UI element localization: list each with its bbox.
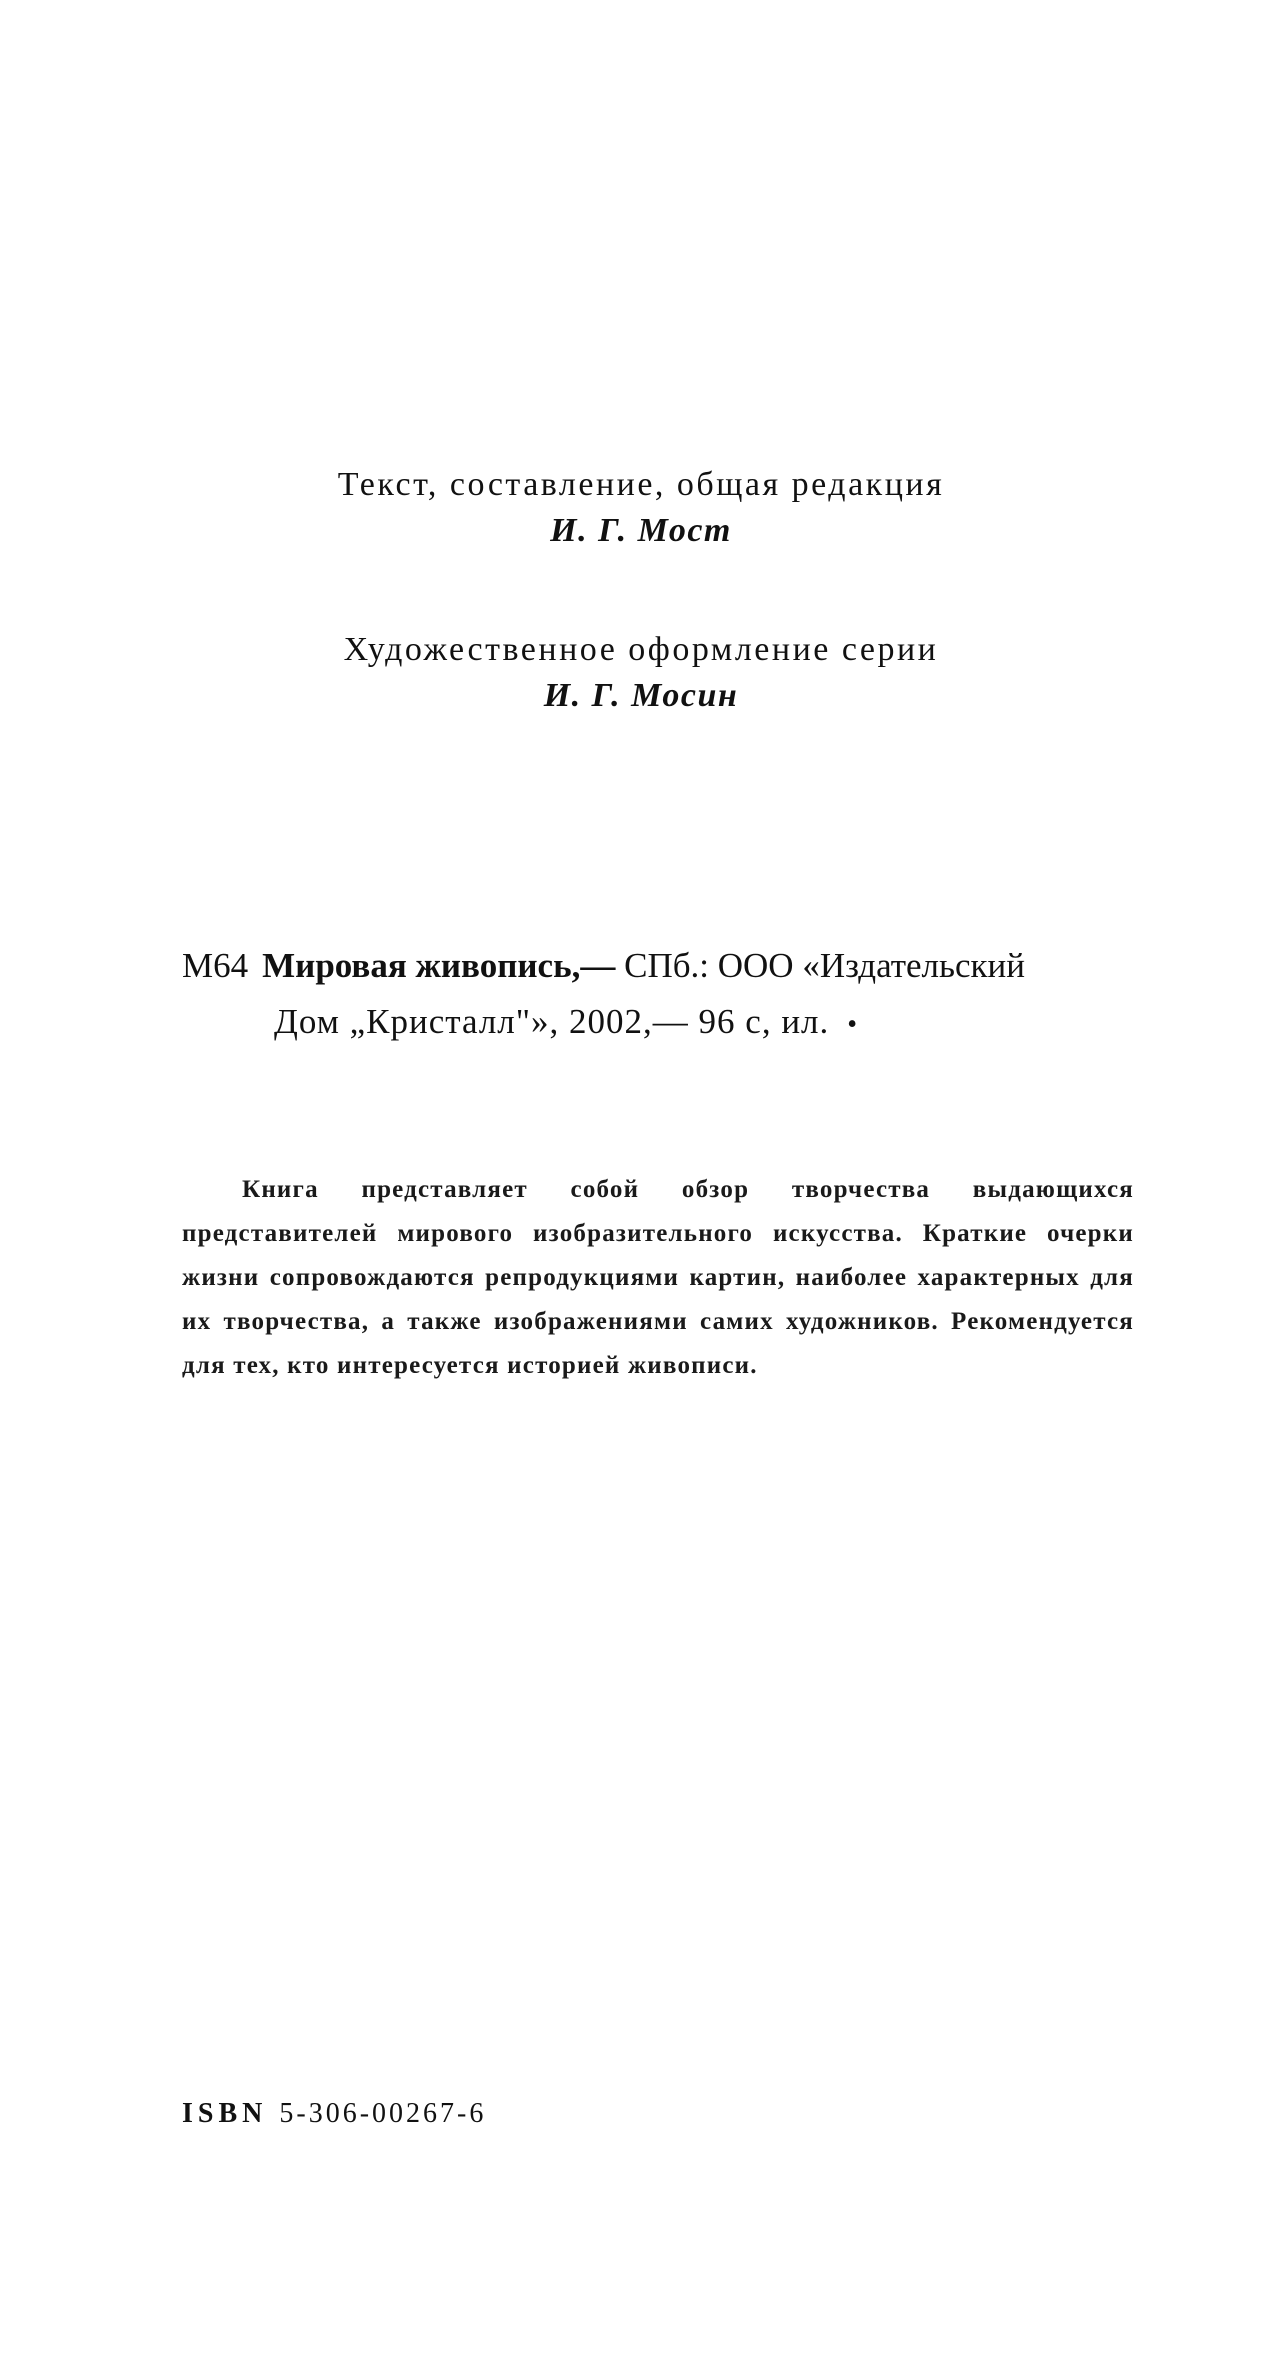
catalog-line-1 [182,938,1142,994]
credit-design-label: Художественное оформление серии [343,631,939,668]
catalog-imprint: Дом „Кристалл"», 2002,— 96 с, ил. [274,1002,830,1041]
credit-text-block [0,462,1282,554]
credit-text-label: Текст, составление, общая редакция [337,466,945,503]
bullet-icon: • [847,1009,859,1040]
catalog-entry [182,938,1142,1053]
isbn-line [182,2098,486,2130]
catalog-code: М64 [182,946,249,985]
catalog-line-2 [182,994,1142,1053]
credit-design-block [0,627,1282,719]
isbn-label: ISBN [182,2098,268,2129]
credit-text-author: И. Г. Мост [550,512,732,549]
catalog-publisher: СПб.: ООО «Издательский [624,946,1025,985]
isbn-number: 5-306-00267-6 [279,2098,487,2129]
catalog-title: Мировая живопись,— [262,946,616,985]
book-annotation: Книга представляет собой обзор творчества выдающихся представителей мирового изобразительного искусства. Краткие очерки жизни сопровождаются репродукциями картин, наиболее характерных для их творчества, а также изображениями самих художников. Рекомендуется для тех, кто интересуется историей живописи. [182,1176,1134,1379]
credit-design-author: И. Г. Мосин [543,677,739,714]
